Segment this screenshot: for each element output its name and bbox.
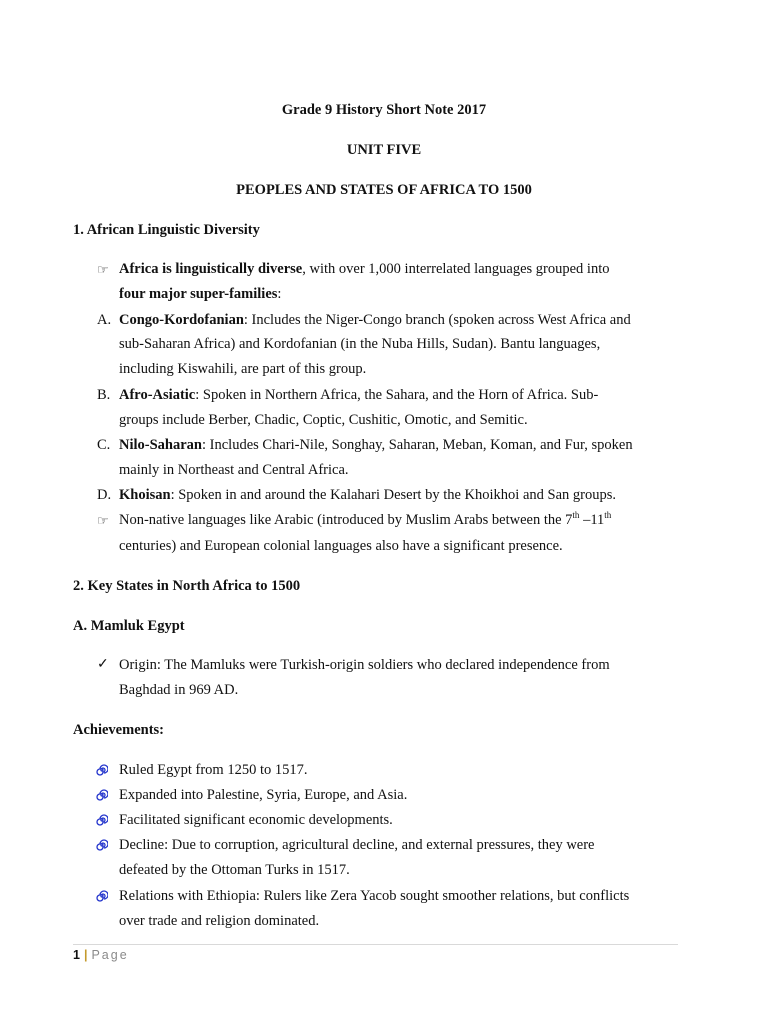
intro-line-1: Africa is linguistically diverse, with over 1,000 interrelated languages grouped into <box>119 261 610 277</box>
nonnative-line-1: Non-native languages like Arabic (introduced by Muslim Arabs between the 7th –11th <box>119 510 612 528</box>
spiral-bullet-icon <box>96 789 108 801</box>
document-title: Grade 9 History Short Note 2017 <box>281 102 487 118</box>
chapter-title: PEOPLES AND STATES OF AFRICA TO 1500 <box>236 182 532 198</box>
list-letter-a: A. <box>97 312 112 328</box>
page-label: Page <box>91 948 129 962</box>
group-c-line-1: Nilo-Saharan: Includes Chari-Nile, Songhay, Saharan, Meban, Koman, and Fur, spoken <box>119 437 633 453</box>
spiral-bullet-icon <box>96 890 108 902</box>
page-footer <box>73 948 129 962</box>
origin-line-1: Origin: The Mamluks were Turkish-origin soldiers who declared independence from <box>119 657 610 673</box>
nonnative-line-2: centuries) and European colonial languages also have a significant presence. <box>119 538 563 554</box>
group-a-line-3: including Kiswahili, are part of this group. <box>119 361 367 377</box>
group-b-line-1: Afro-Asiatic: Spoken in Northern Africa, the Sahara, and the Horn of Africa. Sub- <box>119 387 599 403</box>
footer-divider <box>73 944 678 945</box>
list-letter-c: C. <box>97 437 111 453</box>
group-c-line-2: mainly in Northeast and Central Africa. <box>119 462 349 478</box>
unit-title: UNIT FIVE <box>346 142 422 158</box>
section-heading-linguistic: 1. African Linguistic Diversity <box>73 222 260 238</box>
achievements-heading: Achievements: <box>73 722 165 738</box>
group-a-line-2: sub-Saharan Africa) and Kordofanian (in the Nuba Hills, Sudan). Bantu languages, <box>119 336 601 352</box>
footer-separator: | <box>83 948 88 962</box>
group-b-line-2: groups include Berber, Chadic, Coptic, Cushitic, Omotic, and Semitic. <box>119 412 528 428</box>
hand-pointing-icon: ☞ <box>97 513 109 528</box>
list-letter-d: D. <box>97 487 112 503</box>
spiral-bullet-icon <box>96 764 108 776</box>
achievement-line: Facilitated significant economic developments. <box>119 812 393 828</box>
page-number: 1 <box>73 948 80 962</box>
origin-line-2: Baghdad in 969 AD. <box>119 682 239 698</box>
intro-line-2: four major super-families: <box>119 286 282 302</box>
hand-pointing-icon: ☞ <box>97 262 109 277</box>
list-letter-b: B. <box>97 387 111 403</box>
achievement-line: Expanded into Palestine, Syria, Europe, and Asia. <box>119 787 408 803</box>
group-d-line-1: Khoisan: Spoken in and around the Kalahari Desert by the Khoikhoi and San groups. <box>119 487 616 503</box>
achievement-line-cont: defeated by the Ottoman Turks in 1517. <box>119 862 350 878</box>
check-mark-icon: ✓ <box>97 657 109 672</box>
subheading-mamluk-egypt: A. Mamluk Egypt <box>73 618 185 634</box>
achievement-line: Ruled Egypt from 1250 to 1517. <box>119 762 308 778</box>
achievement-line: Relations with Ethiopia: Rulers like Zera Yacob sought smoother relations, but conflicts <box>119 888 630 904</box>
spiral-bullet-icon <box>96 839 108 851</box>
section-heading-north-africa: 2. Key States in North Africa to 1500 <box>73 578 301 594</box>
achievement-line: Decline: Due to corruption, agricultural decline, and external pressures, they were <box>119 837 595 853</box>
group-a-line-1: Congo-Kordofanian: Includes the Niger-Congo branch (spoken across West Africa and <box>119 312 631 328</box>
spiral-bullet-icon <box>96 814 108 826</box>
achievement-line-cont: over trade and religion dominated. <box>119 913 320 929</box>
